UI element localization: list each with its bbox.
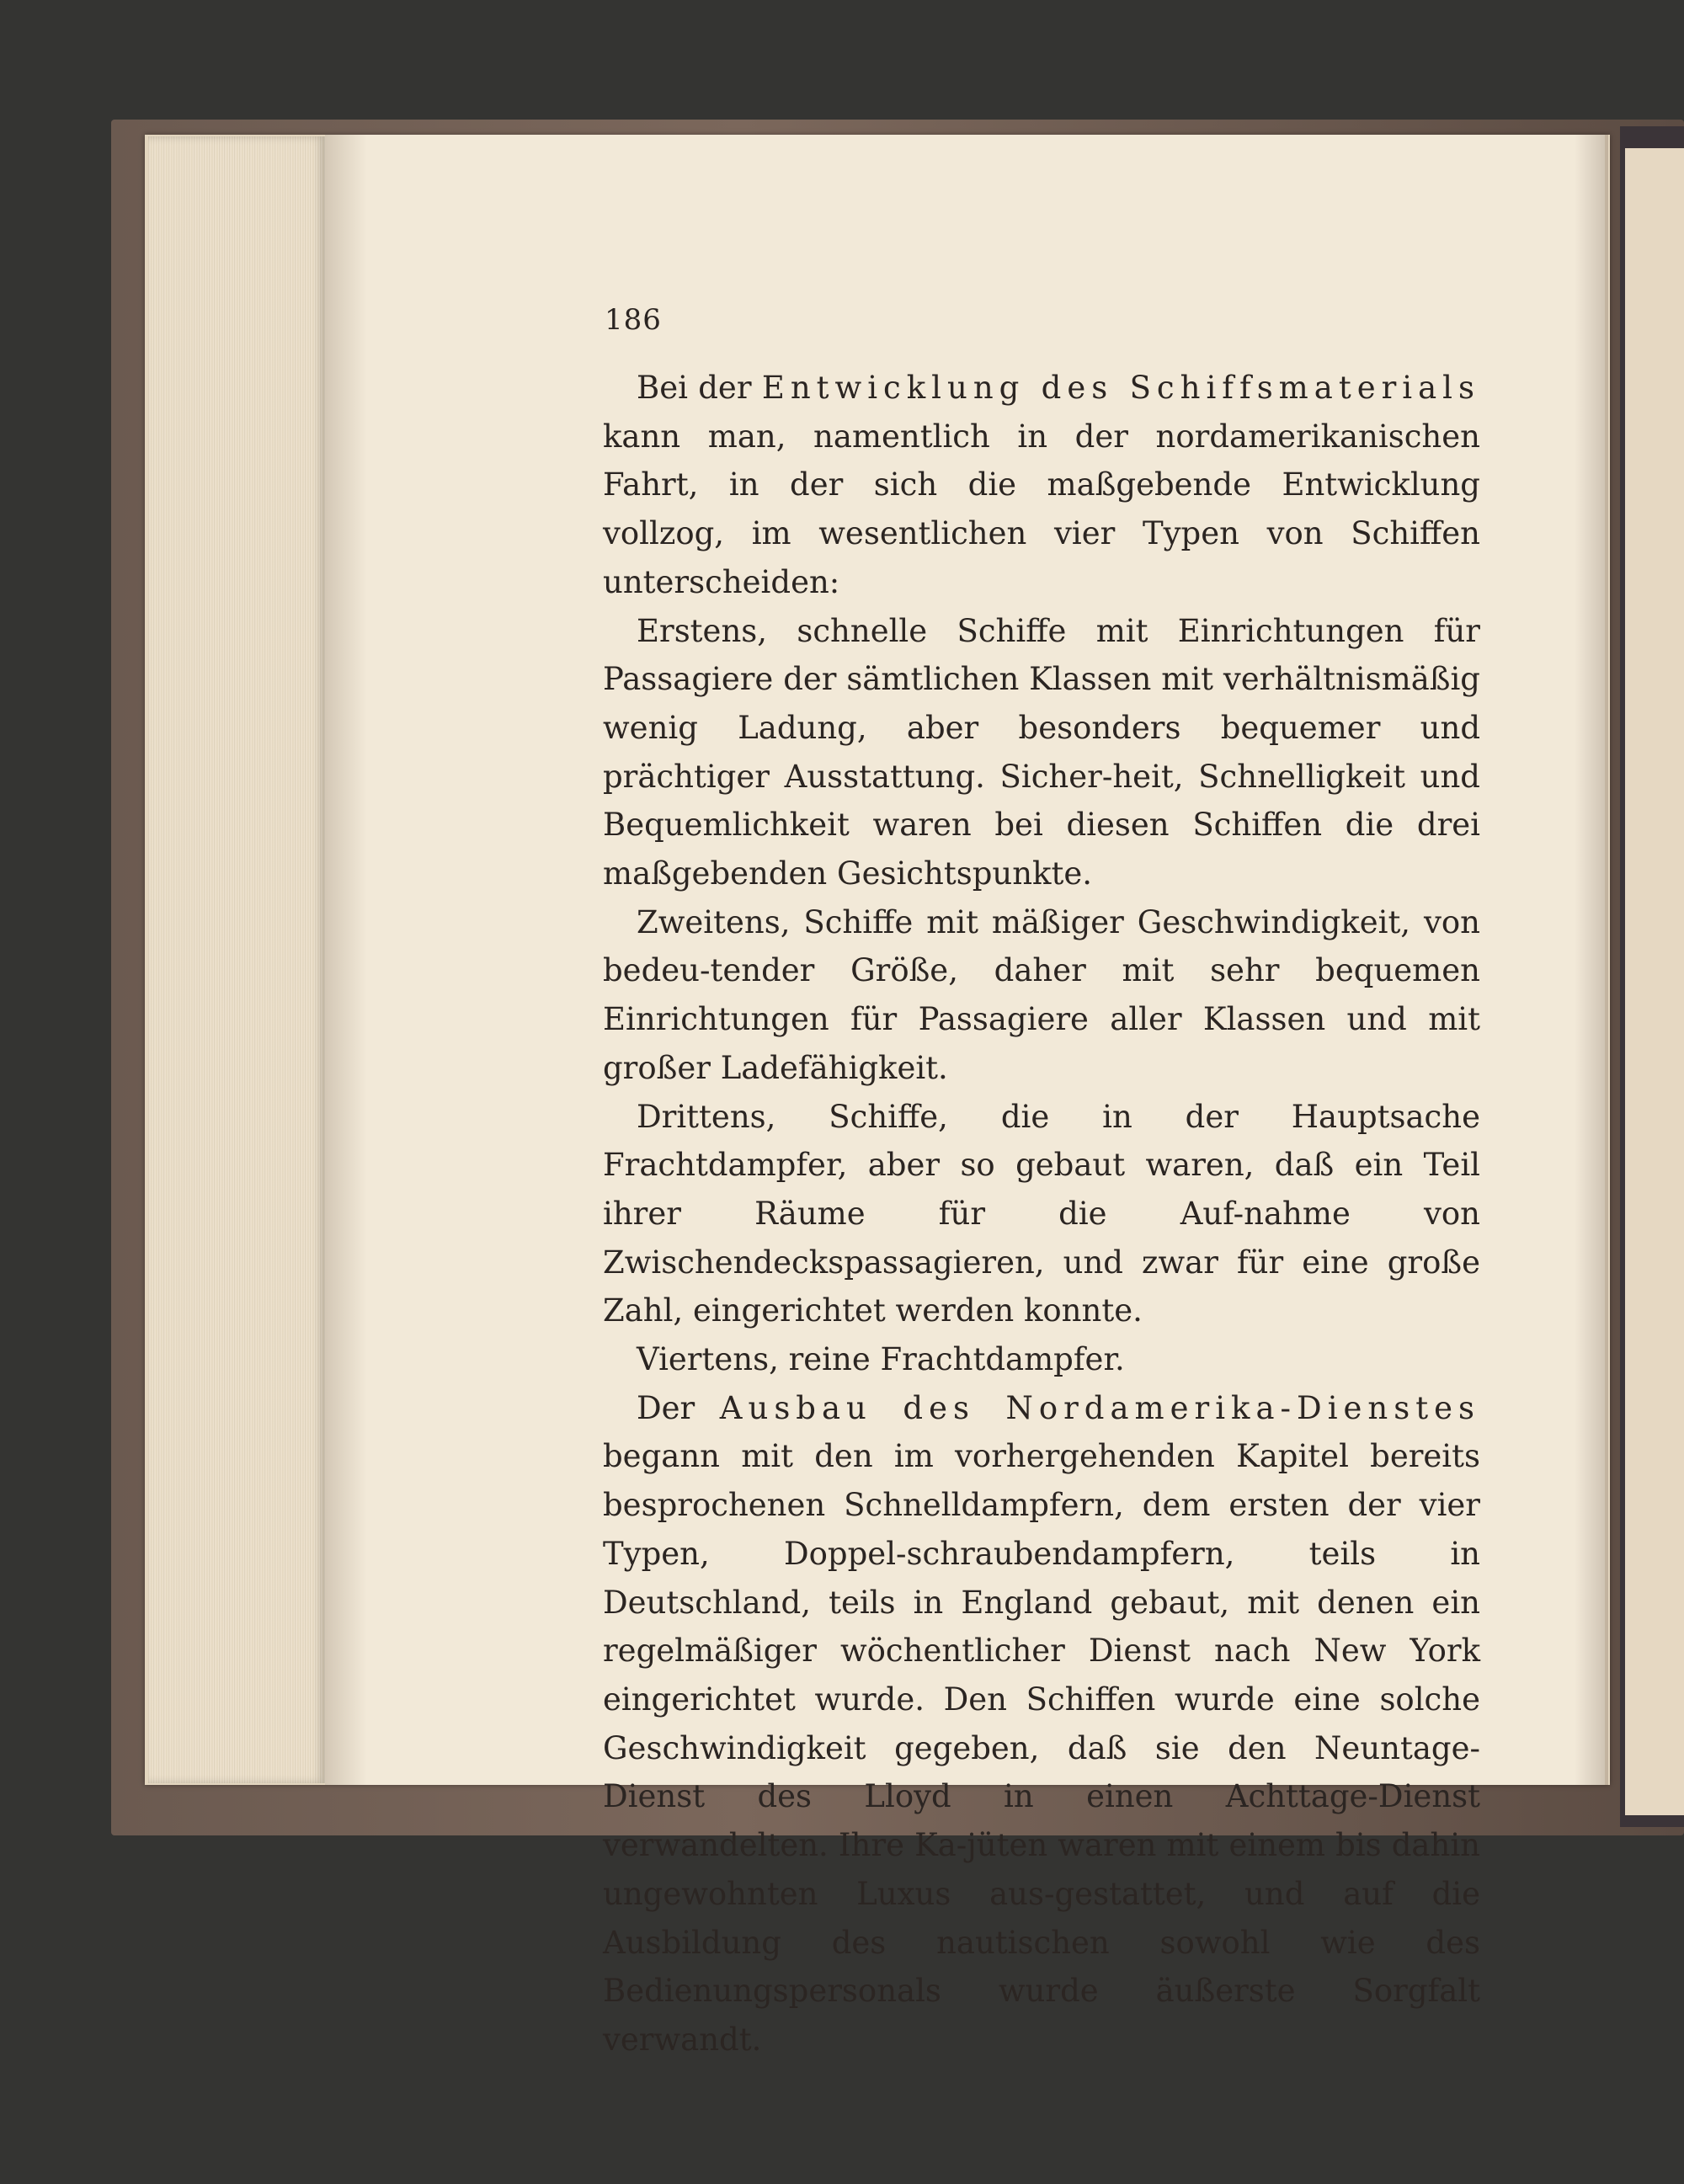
paragraph-text: begann mit den im vorhergehenden Kapitel bereits besprochenen Schnelldampfern, dem ersten der vier Typen, Doppel-schraubendampfern, teils in Deutschland, teils in England gebaut, mit denen ein regelmäßiger wöchentlicher Dienst nach New York eingerichtet wurde. Den Schiffen wurde eine solche Geschwindigkeit gegeben, daß sie den Neuntage-Dienst des Lloyd in einen Achttage-Dienst verwandelten. Ihre Ka-jüten waren mit einem bis dahin ungewohnten Luxus aus-gestattet, und auf die Ausbildung des nautischen sowohl wie des Bedienungspersonals wurde äußerste Sorgfalt verwandt. xyxy=(603,1438,1480,2058)
spaced-emphasis: Ausbau des Nordamerika-Dienstes xyxy=(719,1389,1480,1426)
page-edge-shadow xyxy=(1575,135,1608,1785)
paragraph-text: kann man, namentlich in der nordamerikanischen Fahrt, in der sich die maßgebende Entwicklung vollzog, im wesentlichen vier Typen von Schiffen unterscheiden: xyxy=(603,418,1480,600)
paragraph-text: Erstens, schnelle Schiffe mit Einrichtungen für Passagiere der sämtlichen Klassen mit verhältnismäßig wenig Ladung, aber besonders bequemer und prächtiger Ausstattung. Sicher-heit, Schnelligkeit und Bequemlichkeit waren bei diesen Schiffen die drei maßgebenden Gesichtspunkte. xyxy=(603,612,1480,892)
gutter-shadow xyxy=(325,135,367,1785)
body-text xyxy=(603,364,1480,2064)
paragraph-5 xyxy=(603,1335,1480,1384)
paragraph-text: Viertens, reine Frachtdampfer. xyxy=(637,1341,1125,1378)
facing-page-edge xyxy=(1625,148,1684,1815)
paragraph-2 xyxy=(603,607,1480,898)
paragraph-1 xyxy=(603,364,1480,607)
paragraph-text: Drittens, Schiffe, die in der Hauptsache Frachtdampfer, aber so gebaut waren, daß ein Teil ihrer Räume für die Auf-nahme von Zwischendeckspassagieren, und zwar für eine große Zahl, eingerichtet werden konnte. xyxy=(603,1098,1480,1329)
page-number: 186 xyxy=(605,303,662,337)
paragraph-lead: Der xyxy=(637,1389,720,1426)
paragraph-6 xyxy=(603,1384,1480,2064)
paragraph-text: Zweitens, Schiffe mit mäßiger Geschwindigkeit, von bedeu-tender Größe, daher mit sehr bequemen Einrichtungen für Passagiere aller Klassen und mit großer Ladefähigkeit. xyxy=(603,903,1480,1086)
paragraph-4 xyxy=(603,1093,1480,1336)
paragraph-lead: Bei der xyxy=(637,370,762,406)
page-edges xyxy=(148,136,325,1783)
spaced-emphasis: Entwicklung des Schiffsmaterials xyxy=(761,370,1480,406)
paragraph-3 xyxy=(603,898,1480,1093)
